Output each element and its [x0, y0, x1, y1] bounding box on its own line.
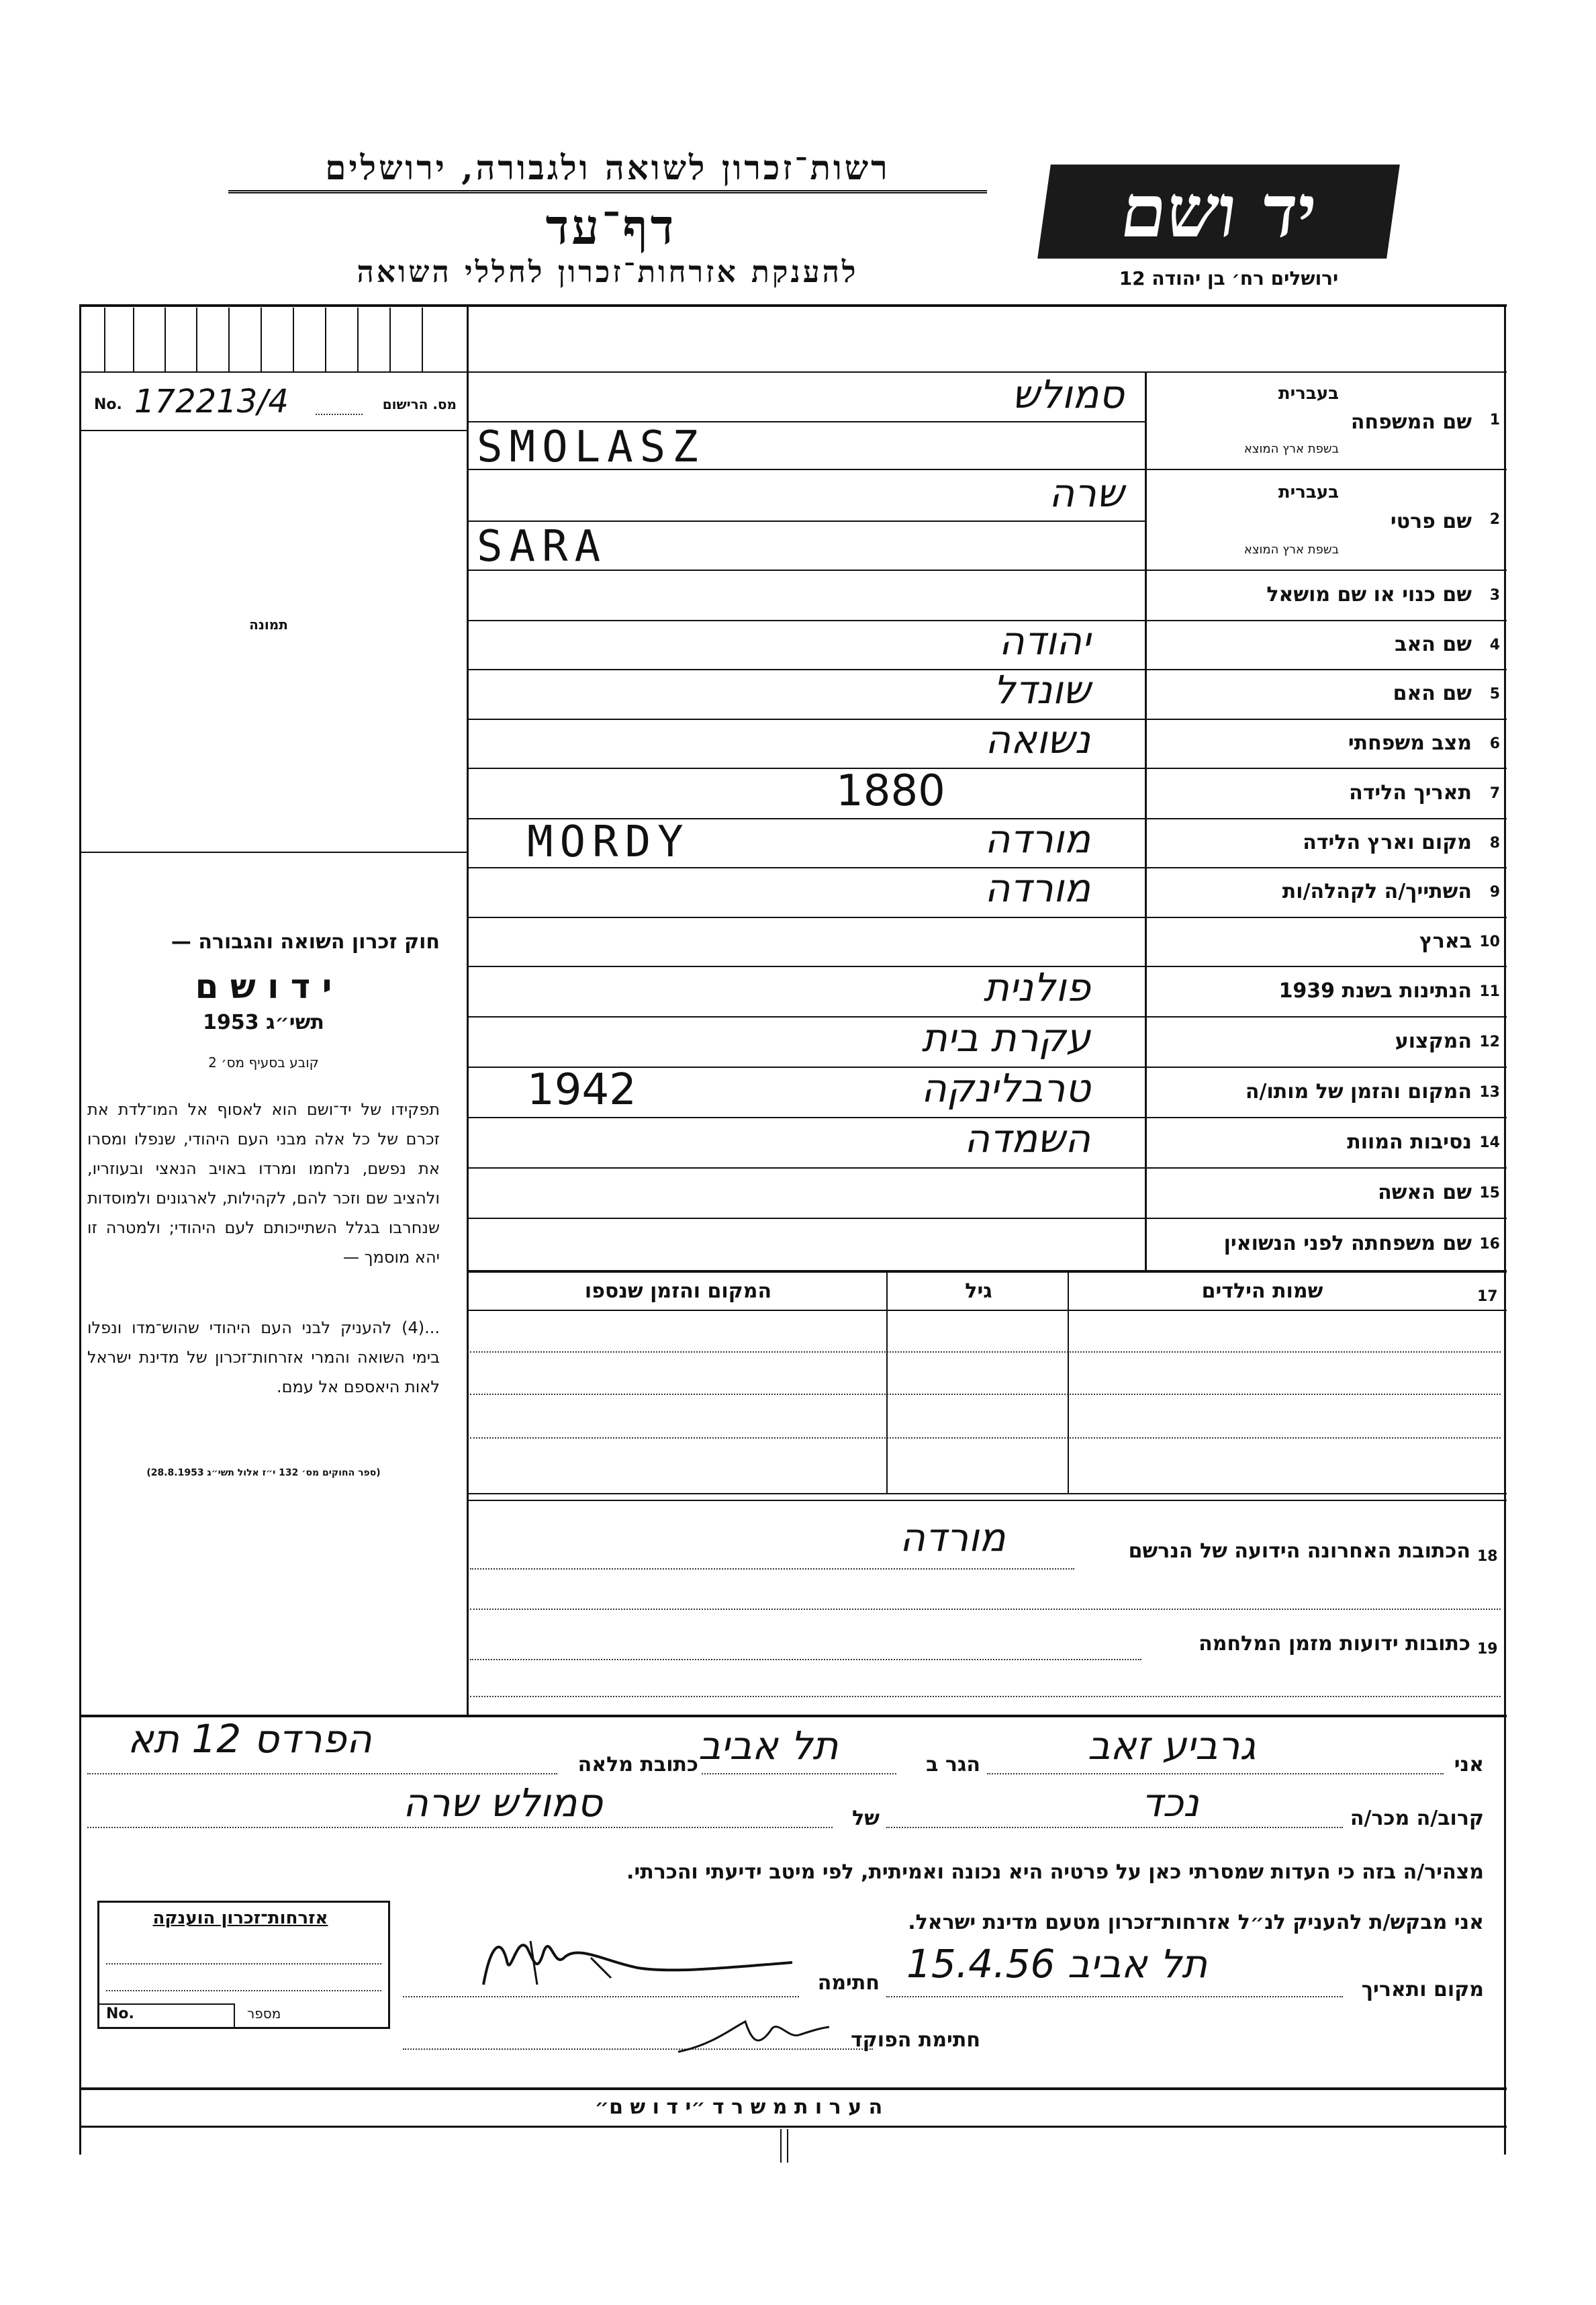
- field-11-value: פולנית: [983, 964, 1090, 1010]
- field-1-label: שם המשפחה: [1350, 410, 1472, 434]
- field-row-14: [467, 1115, 1507, 1169]
- field-row-16: [467, 1219, 1507, 1271]
- memorial-citizenship-title: אזרחות־זכרון הוענקה: [152, 1908, 328, 1928]
- field-14-value: השמדה: [964, 1115, 1090, 1161]
- field-9-number: 9: [1489, 884, 1500, 901]
- field-14-label: נסיבות המוות: [1347, 1130, 1472, 1154]
- registration-number-row: [94, 383, 457, 422]
- authority-title: רשות־זכרון לשואה ולגבורה, ירושלים: [228, 148, 987, 193]
- field-8-value: מורדה: [984, 815, 1090, 862]
- law-reference: (ספר החוקים מס׳ 132 י״ז אלול תשי״ג 28.8.1953): [146, 1467, 381, 1478]
- field-8-label: מקום וארץ הלידה: [1303, 830, 1472, 854]
- field-12-value: עקרת בית: [921, 1014, 1090, 1060]
- field-2-label: שם פרטי: [1390, 510, 1472, 533]
- field-row-3: [467, 571, 1507, 621]
- form-title: דף־עד: [545, 198, 677, 255]
- field-2-hebrew-sublabel: בעברית: [1278, 482, 1339, 502]
- field-row-10: [467, 918, 1507, 967]
- field-13-label: המקום והזמן של מותו/ה: [1245, 1079, 1472, 1103]
- form-subtitle: להענקת אזרחות־זכרון לחללי השואה: [357, 255, 859, 289]
- field-6-value: נשואה: [985, 716, 1090, 762]
- address-label: כתובת מלאה: [577, 1753, 698, 1776]
- field-14-number: 14: [1479, 1134, 1500, 1151]
- field-row-8: [467, 815, 1507, 868]
- resides-label: הגר ב: [926, 1753, 980, 1776]
- field-10-number: 10: [1479, 933, 1500, 950]
- place-date-label: מקום ותאריך: [1361, 1978, 1484, 2001]
- field-1-number: 1: [1489, 411, 1500, 428]
- photo-label: תמונה: [249, 617, 288, 633]
- field-row-5: [467, 667, 1507, 720]
- place-date-value: תל אביב 15.4.56: [906, 1941, 1208, 1987]
- field-10-label: בארץ: [1419, 929, 1472, 953]
- field-13-value: טרבלינקה: [921, 1065, 1090, 1111]
- field-13-latin-value: 1942: [527, 1065, 637, 1115]
- field-15-number: 15: [1479, 1184, 1500, 1202]
- field-2-origin-sublabel: בשפת ארץ המוצא: [1243, 543, 1339, 557]
- field-2-number: 2: [1489, 511, 1500, 528]
- field-row-13: [467, 1065, 1507, 1118]
- field-row-7: [467, 766, 1507, 819]
- officer-signature-label: חתימת הפוקד: [851, 2028, 980, 2052]
- relative-label: קרוב/ה מכר/ה: [1350, 1807, 1484, 1830]
- signature-label: חתימה: [817, 1971, 880, 1995]
- reg-label: מס. הרישום: [382, 396, 457, 412]
- field-6-number: 6: [1489, 735, 1500, 752]
- field-18-value: מורדה: [900, 1515, 1006, 1560]
- field-5-number: 5: [1489, 686, 1500, 703]
- field-3-label: שם כנוי או שם מושאל: [1266, 582, 1472, 606]
- field-16-number: 16: [1479, 1236, 1500, 1253]
- field-6-label: מצב משפחתי: [1348, 731, 1472, 755]
- children-place-header: המקום והזמן שנספו: [584, 1279, 772, 1303]
- field-13-number: 13: [1479, 1083, 1500, 1101]
- field-2-latin-value: SARA: [477, 522, 608, 572]
- field-1-hebrew-sublabel: בעברית: [1278, 383, 1339, 404]
- officer-signature: [671, 2008, 833, 2062]
- field-18-number: 18: [1477, 1548, 1498, 1565]
- field-19-number: 19: [1477, 1641, 1498, 1658]
- yad-vashem-logo: יד ושם: [1037, 165, 1400, 259]
- field-11-label: הנתינות בשנת 1939: [1278, 979, 1472, 1003]
- field-1-origin-sublabel: בשפת ארץ המוצא: [1243, 442, 1339, 456]
- children-names-header: שמות הילדים: [1201, 1279, 1323, 1303]
- law-year: תשי״ג 1953: [203, 1011, 324, 1034]
- law-text-section-4: ...(4) להעניק לבני העם היהודי שהוש־מדו ונפלו בימי השואה והמרי אזרחות־זכרון של מדינת ישראל לאות היאספם אל עמם.: [87, 1318, 440, 1396]
- law-name: י ד ו ש ם: [195, 967, 332, 1006]
- field-7-number: 7: [1489, 784, 1500, 802]
- field-5-value: שונדל: [993, 667, 1090, 713]
- field-19-label: כתובות ידועות מזמן המלחמה: [1199, 1632, 1470, 1656]
- law-section: קובע בסעיף מס׳ 2: [208, 1054, 319, 1071]
- field-row-9: [467, 865, 1507, 918]
- field-4-value: יהודה: [998, 617, 1090, 664]
- field-1-latin-value: SMOLASZ: [477, 422, 705, 472]
- field-12-number: 12: [1479, 1033, 1500, 1050]
- field-1-value: סמולש: [1012, 371, 1124, 417]
- declaration-request: אני מבקש/ת להעניק לנ״ל אזרחות־זכרון מטעם מדינת ישראל.: [908, 1911, 1484, 1934]
- field-7-value: 1880: [836, 766, 945, 816]
- of-label: של: [852, 1807, 880, 1830]
- field-16-label: שם משפחתה לפני הנשואין: [1223, 1232, 1472, 1255]
- declaration-statement: מצהיר/ה בזה כי העדות שמסרתי כאן על פרטיה היא נכונה ואמיתית, לפי מיטב ידיעתי והכרתי.: [626, 1860, 1484, 1884]
- field-5-label: שם האם: [1393, 682, 1472, 705]
- field-8-number: 8: [1489, 834, 1500, 852]
- remarks-footer: ה ע ר ו ת מ ש ר ד ״י ד ו ש ם״: [594, 2095, 883, 2119]
- children-age-header: גיל: [965, 1279, 992, 1303]
- field-12-label: המקצוע: [1395, 1029, 1472, 1053]
- field-2-value: שרה: [1049, 470, 1124, 516]
- field-4-label: שם האב: [1395, 632, 1472, 656]
- field-row-2: [467, 470, 1507, 571]
- field-4-number: 4: [1489, 636, 1500, 653]
- field-15-label: שם האשה: [1378, 1180, 1472, 1204]
- address-value: הפרדס 12 תא: [128, 1716, 372, 1762]
- field-row-11: [467, 964, 1507, 1018]
- law-text: תפקידו של יד־ושם הוא לאסוף אל המו־לדת את זכרם של כל אלה מבני העם היהודי, שנפלו ומסרו את נפשם, נלחמו ומרדו באויב הנאצי ובעוזריו, ולהציב שם וזכר להם, לקהילות, לארגונים ולמוסדות שנחרבו בגלל השתייכותם לעם היהודי; ולמטרה זו יהא מוסמך —: [87, 1100, 440, 1267]
- memorial-citizenship-box: [97, 1901, 390, 2029]
- resides-value: תל אביב: [698, 1723, 839, 1768]
- of-value: סמולש שרה: [403, 1780, 603, 1825]
- field-7-label: תאריך הלידה: [1349, 780, 1472, 805]
- field-17-number: 17: [1477, 1288, 1498, 1305]
- field-3-number: 3: [1489, 586, 1500, 604]
- field-11-number: 11: [1479, 983, 1500, 1000]
- institute-address: ירושלים רח׳ בן יהודה 12: [1119, 267, 1339, 289]
- field-9-value: מורדה: [984, 865, 1090, 911]
- declarant-label: אני: [1454, 1753, 1484, 1776]
- law-title: חוק זכרון השואה והגבורה —: [171, 930, 440, 954]
- field-row-12: [467, 1014, 1507, 1068]
- field-row-1: [467, 371, 1507, 470]
- field-row-6: [467, 716, 1507, 769]
- field-9-label: השתייך/ה לקהלה/ות: [1282, 880, 1472, 903]
- field-8-latin-value: MORDY: [527, 817, 690, 867]
- field-18-label: הכתובת האחרונה הידועה של הנרשם: [1128, 1539, 1470, 1563]
- field-row-4: [467, 617, 1507, 670]
- no-label: No.: [94, 396, 122, 413]
- relative-value: נכד: [1141, 1780, 1199, 1825]
- box-number-label: מספר: [247, 2005, 281, 2022]
- registration-number: 172213/4: [134, 383, 289, 420]
- declarant-name: גרביע זאב: [1088, 1723, 1256, 1768]
- declarant-signature: [470, 1921, 819, 1995]
- field-row-15: [467, 1169, 1507, 1219]
- box-no-label: No.: [106, 2005, 134, 2022]
